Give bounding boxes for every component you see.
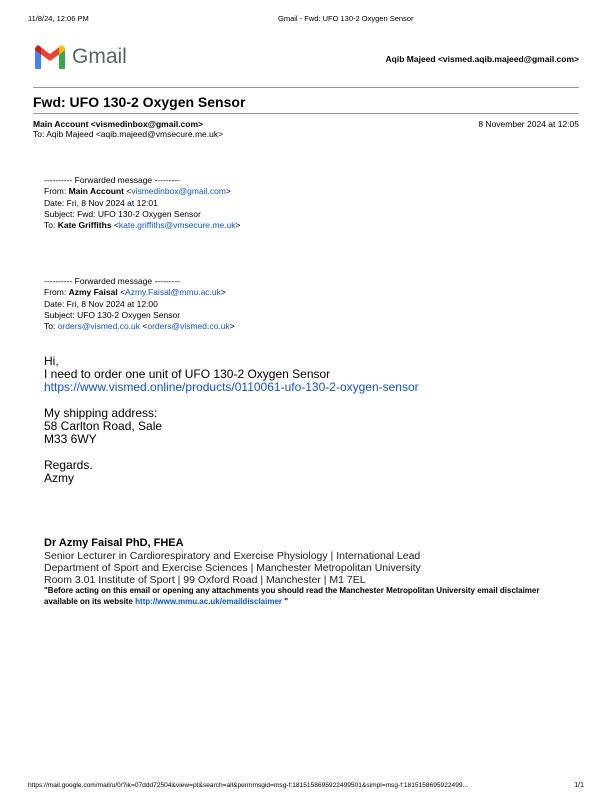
product-link[interactable]: https://www.vismed.online/products/0110061-ufo-130-2-oxygen-sensor — [44, 380, 419, 394]
signature-department: Department of Sport and Exercise Sciences | Manchester Metropolitan University — [44, 561, 421, 574]
gmail-wordmark: Gmail — [72, 45, 127, 68]
page-number: 1/1 — [574, 782, 584, 789]
to-link[interactable]: orders@vismed.co.uk — [57, 321, 141, 332]
disclaimer-end: " — [282, 596, 289, 606]
gmail-m-icon — [33, 45, 67, 69]
order-line: I need to order one unit of UFO 130-2 Oxygen Sensor — [44, 367, 331, 381]
divider — [33, 113, 579, 114]
print-title: Gmail - Fwd: UFO 130-2 Oxygen Sensor — [278, 14, 414, 23]
forward-subject: Subject: Fwd: UFO 130-2 Oxygen Sensor — [44, 208, 201, 219]
from-name: Main Account — [68, 186, 124, 197]
from-email-link[interactable]: Azmy.Faisal@mmu.ac.uk — [125, 287, 221, 298]
account-email: Aqib Majeed <vismed.aqib.majeed@gmail.com> — [385, 54, 579, 64]
to-email-link[interactable]: orders@vismed.co.uk — [147, 321, 230, 332]
sender-name: Azmy — [44, 471, 74, 485]
email-body — [44, 355, 419, 485]
address-line-1: 58 Carlton Road, Sale — [44, 419, 163, 433]
print-datetime: 11/8/24, 12:06 PM — [28, 14, 89, 23]
to-email-link[interactable]: kate.griffiths@vmsecure.me.uk — [118, 220, 236, 231]
to-name: Kate Griffiths — [57, 220, 112, 231]
email-subject: Fwd: UFO 130-2 Oxygen Sensor — [33, 94, 246, 110]
divider — [33, 87, 579, 88]
from-label: From: — [44, 287, 69, 298]
message-date: 8 November 2024 at 12:05 — [478, 119, 579, 129]
from-label: From: — [44, 186, 69, 197]
signature — [44, 537, 564, 607]
disclaimer — [44, 586, 564, 607]
forward-header: ---------- Forwarded message --------- — [44, 276, 180, 286]
forward-subject: Subject: UFO 130-2 Oxygen Sensor — [44, 309, 181, 320]
signature-name: Dr Azmy Faisal PhD, FHEA — [44, 537, 184, 549]
disclaimer-link[interactable]: http://www.mmu.ac.uk/emaildisclaimer — [135, 596, 283, 606]
greeting: Hi, — [44, 354, 59, 368]
from-email-link[interactable]: vismedinbox@gmail.com — [131, 186, 226, 197]
signature-title: Senior Lecturer in Cardiorespiratory and Exercise Physiology | International Lead — [44, 549, 421, 562]
signature-address: Room 3.01 Institute of Sport | 99 Oxford Road | Manchester | M1 7EL — [44, 573, 366, 586]
regards: Regards. — [44, 458, 93, 472]
forward-date: Date: Fri, 8 Nov 2024 at 12:01 — [44, 197, 158, 208]
forwarded-message-2: ---------- Forwarded message --------- From: Azmy Faisal <Azmy.Faisal@mmu.ac.uk> Date: Fri, 8 Nov 2024 at 12:00 Subject: UFO 130-2 Oxygen Sensor To: orders@vismed.co.uk <orders@vismed.co.uk> — [44, 276, 235, 332]
sender: Main Account <vismedinbox@gmail.com> — [33, 119, 203, 129]
from-name: Azmy Faisal — [68, 287, 118, 298]
address-line-2: M33 6WY — [44, 432, 97, 446]
forward-header: ---------- Forwarded message --------- — [44, 175, 180, 185]
forwarded-message-1: ---------- Forwarded message --------- From: Main Account <vismedinbox@gmail.com> Date: Fri, 8 Nov 2024 at 12:01 Subject: Fwd: UFO 130-2 Oxygen Sensor To: Kate Griffiths <kate.griffiths@vmsecure.me.uk> — [44, 175, 241, 231]
address-label: My shipping address: — [44, 406, 158, 420]
recipient: To: Aqib Majeed <aqib.majeed@vmsecure.me.uk> — [33, 129, 224, 139]
to-label: To: — [44, 220, 58, 231]
to-label: To: — [44, 321, 58, 332]
disclaimer-text: "Before acting on this email or opening any attachments you should read the Manchester Metropolitan University email disclaimer available on its website — [44, 586, 540, 606]
forward-date: Date: Fri, 8 Nov 2024 at 12:00 — [44, 298, 158, 309]
print-url: https://mail.google.com/mail/u/0/?ik=07ddd72504&view=pt&search=all&permmsgid=msg-f:1815158695922499501&simpl=msg-f:1815158695922499... — [28, 782, 469, 789]
